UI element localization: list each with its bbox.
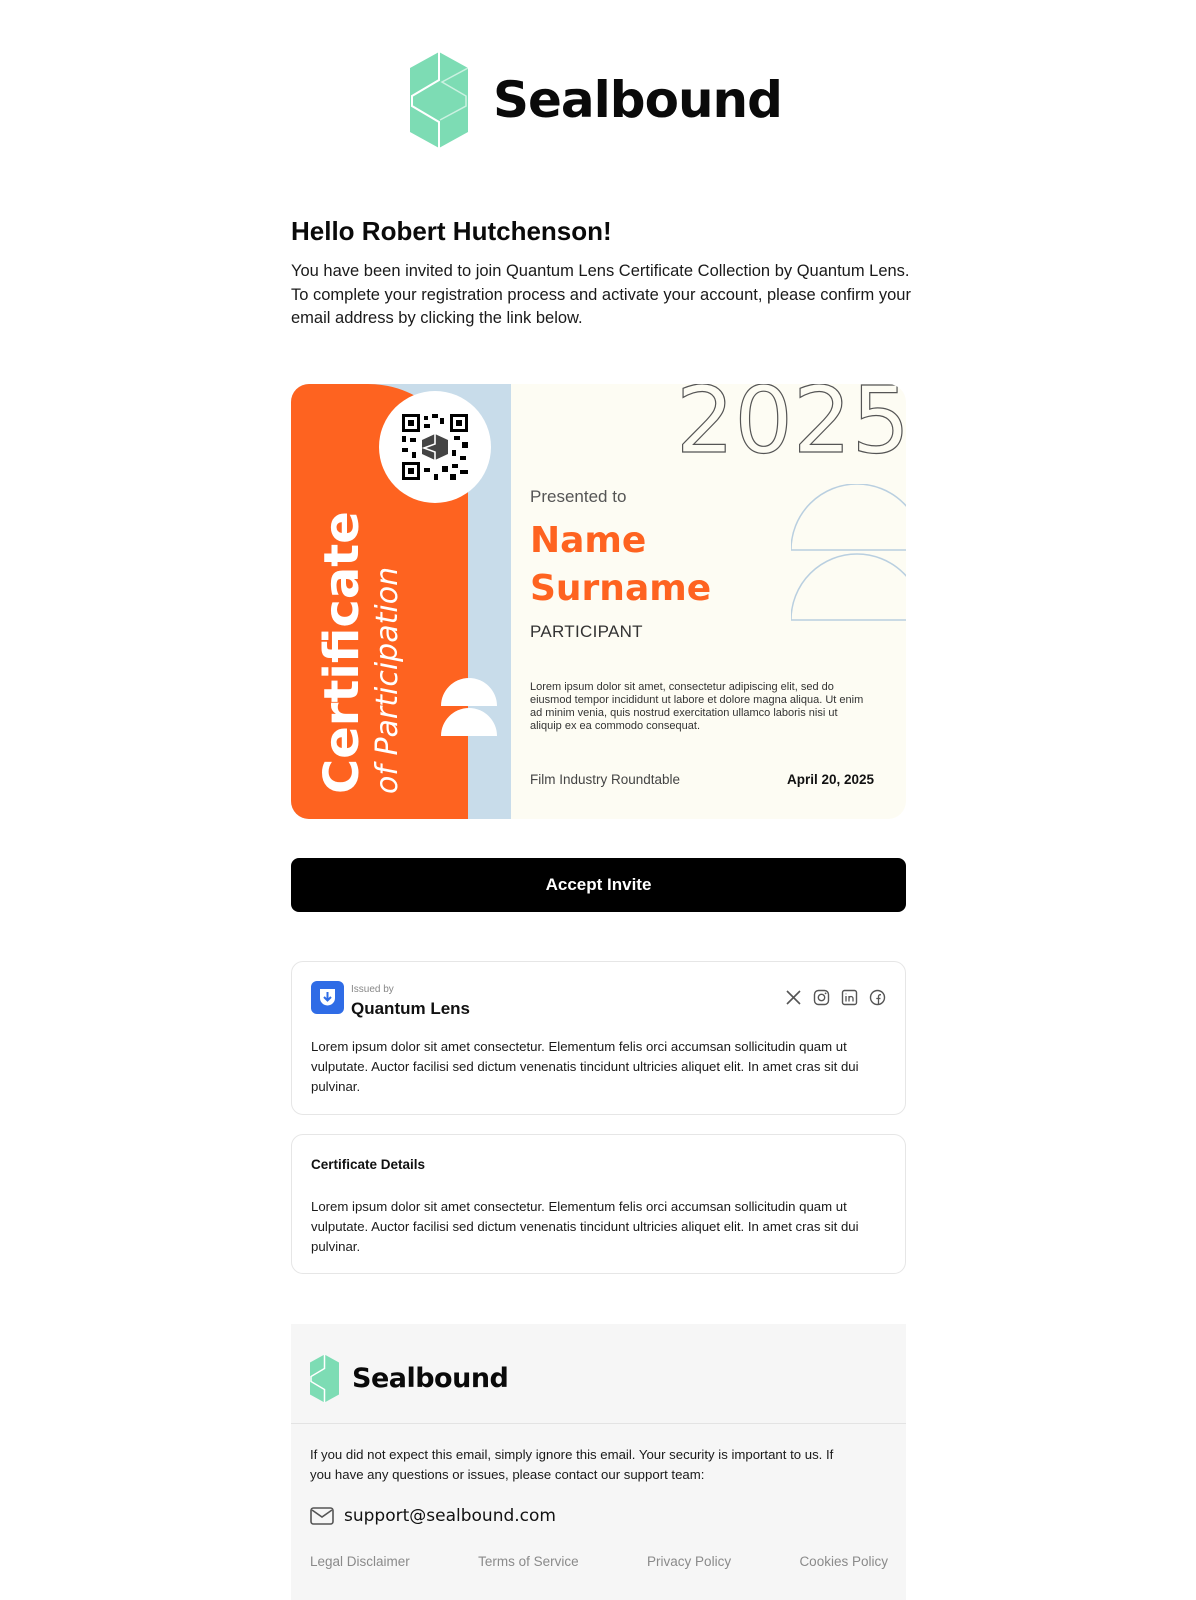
terms-of-service-link[interactable]: Terms of Service [478, 1554, 579, 1569]
issuer-logo-icon [311, 981, 344, 1014]
issued-by-label: Issued by [351, 984, 394, 995]
certificate-description: Lorem ipsum dolor sit amet, consectetur adipiscing elit, sed do eiusmod tempor incididunt ut labore et dolore magna aliqua. Ut enim ad minim venia, quis nostrud exercitation ullamco laboris nisi ut aliquip ex ea commodo consequat. [530, 681, 864, 732]
footer-brand-name: Sealbound [352, 1363, 509, 1394]
sealbound-logo-icon [410, 52, 468, 148]
sealbound-logo-icon [310, 1354, 339, 1403]
certificate-vertical-title [314, 511, 406, 794]
x-icon[interactable] [785, 989, 802, 1006]
certificate-year [670, 370, 910, 470]
brand-name: Sealbound [493, 71, 782, 129]
recipient-name [530, 517, 711, 613]
support-contact[interactable] [310, 1506, 556, 1526]
svg-text:2025: 2025 [675, 370, 910, 470]
recipient-role: PARTICIPANT [530, 622, 643, 641]
event-name: Film Industry Roundtable [530, 772, 681, 787]
accept-invite-button[interactable]: Accept Invite [291, 858, 906, 912]
issuer-description: Lorem ipsum dolor sit amet consectetur. Elementum felis orci accumsan sollicitudin quam ut vulputate. Auctor facilisi sed dictum venenatis tincidunt ultricies aliquet elit. In amet cras sit dui pulvinar. [311, 1039, 859, 1094]
linkedin-icon[interactable] [841, 989, 858, 1006]
recipient-first-name: Name [530, 520, 647, 561]
footer [291, 1324, 906, 1600]
certificate-title: Certificate [314, 511, 370, 794]
issuer-name: Quantum Lens [351, 999, 471, 1018]
footer-divider [291, 1423, 906, 1424]
issuer-card [291, 961, 906, 1115]
decorative-arches [791, 484, 906, 634]
support-email[interactable]: support@sealbound.com [344, 1506, 556, 1526]
footer-logo[interactable] [310, 1354, 508, 1403]
recipient-last-name: Surname [530, 568, 712, 609]
privacy-policy-link[interactable]: Privacy Policy [647, 1554, 732, 1569]
instagram-icon[interactable] [813, 989, 830, 1006]
footer-links [310, 1554, 888, 1569]
mail-icon [310, 1506, 334, 1526]
presented-to-label: Presented to [530, 487, 627, 506]
facebook-icon[interactable] [869, 989, 886, 1006]
certificate-subtitle: of Participation [370, 566, 405, 794]
decorative-semicircles [439, 678, 499, 738]
qr-code [379, 391, 491, 503]
social-links [785, 989, 886, 1006]
footer-notice: If you did not expect this email, simply ignore this email. Your security is important to us. If you have any questions or issues, please contact our support team: [310, 1447, 834, 1482]
certificate-details-heading: Certificate Details [311, 1157, 426, 1172]
certificate-date: April 20, 2025 [787, 772, 875, 787]
certificate-details-description: Lorem ipsum dolor sit amet consectetur. Elementum felis orci accumsan sollicitudin quam ut vulputate. Auctor facilisi sed dictum venenatis tincidunt ultricies aliquet elit. In amet cras sit dui pulvinar. [311, 1199, 859, 1254]
greeting-heading: Hello Robert Hutchenson! [291, 216, 612, 246]
cookies-policy-link[interactable]: Cookies Policy [799, 1554, 888, 1569]
header-logo[interactable] [410, 52, 782, 148]
certificate-details-card [291, 1134, 906, 1274]
qr-code-icon [402, 414, 468, 480]
certificate-preview [291, 370, 910, 819]
intro-text: You have been invited to join Quantum Lens Certificate Collection by Quantum Lens. To complete your registration process and activate your account, please confirm your email address by clicking the link below. [291, 262, 911, 327]
legal-disclaimer-link[interactable]: Legal Disclaimer [310, 1554, 410, 1569]
